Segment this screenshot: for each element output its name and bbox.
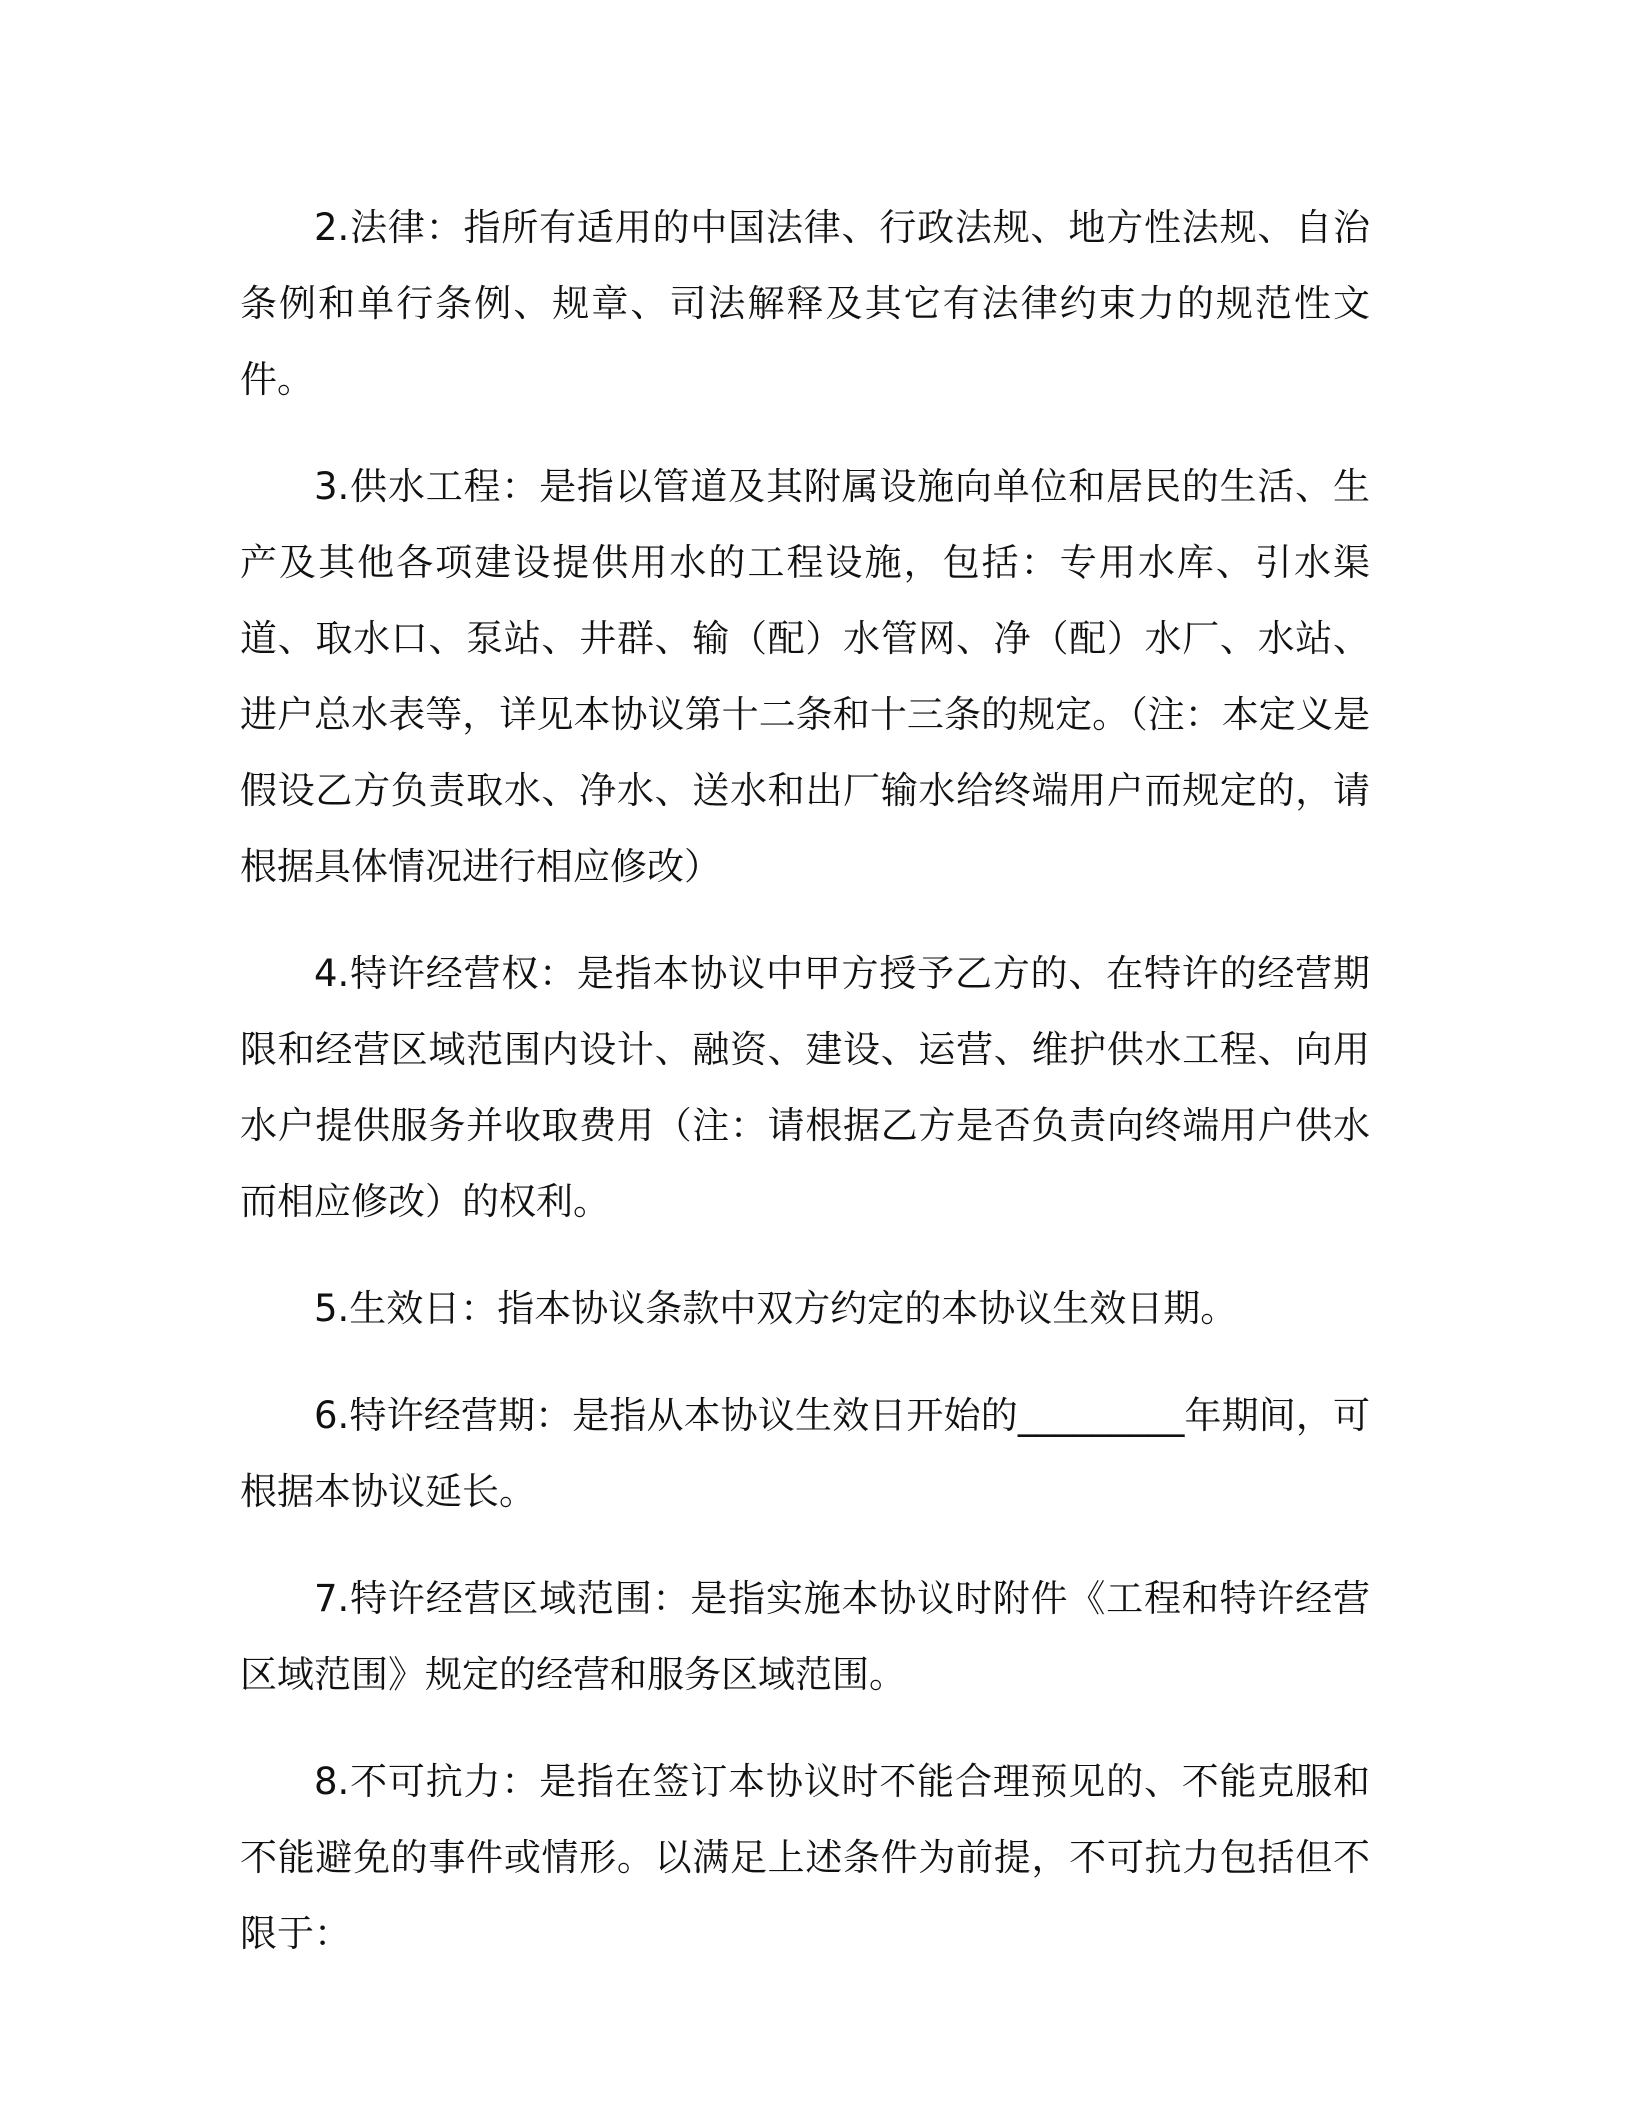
paragraph-law-definition: 2.法律：指所有适用的中国法律、行政法规、地方性法规、自治条例和单行条例、规章、司法解释及其它有法律约束力的规范性文件。 <box>240 206 1370 401</box>
paragraph-franchise-area-definition: 7.特许经营区域范围：是指实施本协议时附件《工程和特许经营区域范围》规定的经营和服务区域范围。 <box>240 1577 1370 1696</box>
paragraph-force-majeure-definition: 8.不可抗力：是指在签订本协议时不能合理预见的、不能克服和不能避免的事件或情形。以满足上述条件为前提，不可抗力包括但不限于： <box>240 1760 1370 1955</box>
paragraph-effective-date-definition: 5.生效日：指本协议条款中双方约定的本协议生效日期。 <box>314 1287 1238 1330</box>
document-body <box>240 190 1370 1972</box>
paragraph-franchise-right-definition: 4.特许经营权：是指本协议中甲方授予乙方的、在特许的经营期限和经营区域范围内设计、融资、建设、运营、维护供水工程、向用水户提供服务并收取费用（注：请根据乙方是否负责向终端用户供水而相应修改）的权利。 <box>240 952 1370 1223</box>
paragraph-franchise-period-definition: 6.特许经营期：是指从本协议生效日开始的_________年期间，可根据本协议延长。 <box>240 1394 1370 1513</box>
paragraph-water-project-definition: 3.供水工程：是指以管道及其附属设施向单位和居民的生活、生产及其他各项建设提供用水的工程设施，包括：专用水库、引水渠道、取水口、泵站、井群、输（配）水管网、净（配）水厂、水站、进户总水表等，详见本协议第十二条和十三条的规定。（注：本定义是假设乙方负责取水、净水、送水和出厂输水给终端用户而规定的，请根据具体情况进行相应修改） <box>240 465 1370 888</box>
